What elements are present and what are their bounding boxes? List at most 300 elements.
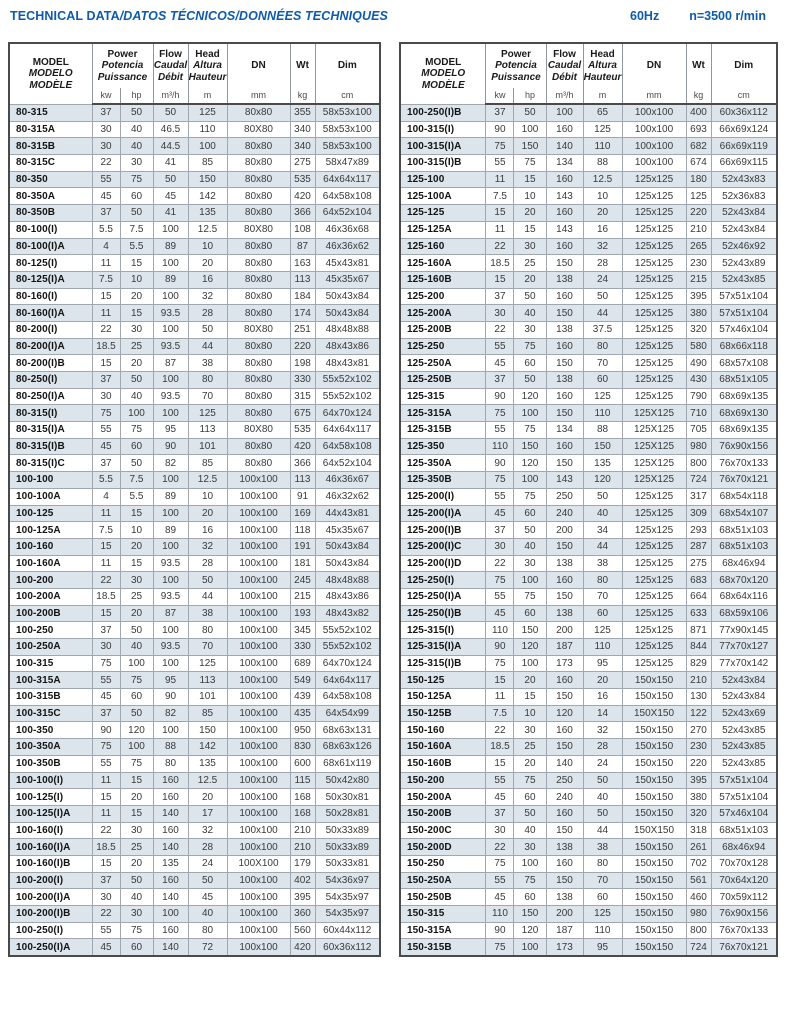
model-cell: 125-350A: [400, 455, 486, 472]
value-cell: 330: [290, 639, 315, 656]
value-cell: 125x125: [622, 188, 686, 205]
value-cell: 75: [120, 422, 153, 439]
table-row: [9, 188, 380, 205]
table-row: [9, 822, 380, 839]
value-cell: 89: [153, 271, 188, 288]
table-row: [9, 422, 380, 439]
unit-wt: kg: [686, 88, 711, 104]
value-cell: 40: [583, 505, 622, 522]
model-cell: 125-250(I)A: [400, 588, 486, 605]
value-cell: 80: [583, 338, 622, 355]
value-cell: 150: [188, 722, 227, 739]
value-cell: 37: [486, 372, 514, 389]
value-cell: 293: [686, 522, 711, 539]
table-row: [9, 355, 380, 372]
value-cell: 150: [583, 438, 622, 455]
value-cell: 160: [546, 438, 583, 455]
tables-container: [8, 42, 778, 957]
value-cell: 50: [514, 372, 546, 389]
value-cell: 46.5: [153, 121, 188, 138]
model-cell: 80-315A: [9, 121, 92, 138]
model-cell: 150-315A: [400, 922, 486, 939]
value-cell: 52x43x85: [711, 722, 777, 739]
value-cell: 40: [120, 121, 153, 138]
table-row: [9, 372, 380, 389]
value-cell: 113: [188, 672, 227, 689]
value-cell: 100: [514, 405, 546, 422]
table-row: [400, 855, 777, 872]
value-cell: 50: [120, 104, 153, 121]
table-row: [400, 555, 777, 572]
column-header-head: [583, 43, 622, 88]
value-cell: 180: [686, 171, 711, 188]
value-cell: 5.5: [92, 221, 120, 238]
value-cell: 181: [290, 555, 315, 572]
value-cell: 76x70x121: [711, 939, 777, 956]
value-cell: 420: [290, 939, 315, 956]
value-cell: 17: [188, 805, 227, 822]
model-cell: 125-350: [400, 438, 486, 455]
value-cell: 50: [514, 805, 546, 822]
head-label-en: Head: [590, 48, 615, 60]
model-cell: 100-250(I)A: [9, 939, 92, 956]
value-cell: 75: [92, 655, 120, 672]
value-cell: 549: [290, 672, 315, 689]
value-cell: 150x150: [622, 689, 686, 706]
value-cell: 100x100: [227, 605, 290, 622]
value-cell: 52x46x92: [711, 238, 777, 255]
unit-head: m: [583, 88, 622, 104]
value-cell: 950: [290, 722, 315, 739]
value-cell: 20: [514, 755, 546, 772]
table-row: [400, 372, 777, 389]
value-cell: 68x51x103: [711, 538, 777, 555]
table-row: [400, 271, 777, 288]
model-cell: 100-200A: [9, 588, 92, 605]
value-cell: 160: [546, 121, 583, 138]
column-header-model: [400, 43, 486, 104]
value-cell: 50: [120, 622, 153, 639]
value-cell: 110: [188, 121, 227, 138]
model-cell: 150-200D: [400, 839, 486, 856]
value-cell: 32: [583, 238, 622, 255]
model-cell: 125-200(I)B: [400, 522, 486, 539]
power-label-en: Power: [500, 48, 531, 60]
value-cell: 100x100: [227, 939, 290, 956]
table-row: [9, 855, 380, 872]
value-cell: 75: [120, 755, 153, 772]
value-cell: 22: [92, 822, 120, 839]
value-cell: 682: [686, 138, 711, 155]
value-cell: 60: [120, 939, 153, 956]
model-cell: 150-125A: [400, 689, 486, 706]
value-cell: 125X125: [622, 438, 686, 455]
value-cell: 138: [546, 271, 583, 288]
value-cell: 50x33x89: [315, 839, 380, 856]
value-cell: 187: [546, 639, 583, 656]
value-cell: 57x46x104: [711, 321, 777, 338]
model-cell: 125-250A: [400, 355, 486, 372]
value-cell: 45: [486, 889, 514, 906]
value-cell: 400: [686, 104, 711, 121]
flow-label-es: Caudal: [153, 60, 188, 72]
table-row: [9, 121, 380, 138]
value-cell: 120: [546, 705, 583, 722]
value-cell: 150: [546, 355, 583, 372]
value-cell: 7.5: [486, 705, 514, 722]
value-cell: 100x100: [622, 104, 686, 121]
value-cell: 80X80: [227, 422, 290, 439]
model-label-fr: MODÈLE: [29, 79, 73, 91]
value-cell: 55: [92, 672, 120, 689]
value-cell: 16: [188, 271, 227, 288]
value-cell: 215: [686, 271, 711, 288]
value-cell: 80: [583, 572, 622, 589]
value-cell: 15: [92, 789, 120, 806]
value-cell: 535: [290, 422, 315, 439]
value-cell: 140: [153, 805, 188, 822]
model-cell: 150-125: [400, 672, 486, 689]
table-row: [400, 655, 777, 672]
value-cell: 70: [188, 388, 227, 405]
model-cell: 80-315B: [9, 138, 92, 155]
value-cell: 100: [153, 255, 188, 272]
value-cell: 100: [153, 906, 188, 923]
table-row: [9, 522, 380, 539]
table-row: [400, 438, 777, 455]
value-cell: 30: [120, 572, 153, 589]
value-cell: 38: [188, 355, 227, 372]
value-cell: 120: [514, 388, 546, 405]
value-cell: 675: [290, 405, 315, 422]
value-cell: 12.5: [188, 472, 227, 489]
value-cell: 75: [514, 338, 546, 355]
value-cell: 32: [188, 538, 227, 555]
value-cell: 693: [686, 121, 711, 138]
table-row: [400, 922, 777, 939]
page-title-en: TECHNICAL DATA: [10, 9, 120, 23]
value-cell: 173: [546, 939, 583, 956]
model-cell: 80-350B: [9, 205, 92, 222]
model-cell: 100-100: [9, 472, 92, 489]
value-cell: 75: [514, 422, 546, 439]
value-cell: 50: [188, 572, 227, 589]
value-cell: 120: [514, 639, 546, 656]
value-cell: 7.5: [92, 522, 120, 539]
table-row: [9, 572, 380, 589]
value-cell: 88: [583, 422, 622, 439]
value-cell: 110: [583, 138, 622, 155]
model-cell: 150-250: [400, 855, 486, 872]
value-cell: 125: [583, 622, 622, 639]
value-cell: 150x150: [622, 906, 686, 923]
value-cell: 150X150: [622, 705, 686, 722]
value-cell: 10: [188, 488, 227, 505]
value-cell: 100x100: [227, 739, 290, 756]
model-cell: 100-125A: [9, 522, 92, 539]
value-cell: 125: [583, 906, 622, 923]
value-cell: 633: [686, 605, 711, 622]
table-row: [9, 321, 380, 338]
value-cell: 143: [546, 472, 583, 489]
value-cell: 100: [153, 405, 188, 422]
value-cell: 40: [120, 639, 153, 656]
value-cell: 30: [514, 238, 546, 255]
value-cell: 80X80: [227, 121, 290, 138]
value-cell: 100x100: [227, 622, 290, 639]
value-cell: 535: [290, 171, 315, 188]
value-cell: 270: [686, 722, 711, 739]
value-cell: 45: [92, 188, 120, 205]
value-cell: 135: [188, 755, 227, 772]
head-label-fr: Hauteur: [188, 71, 227, 83]
value-cell: 5.5: [120, 238, 153, 255]
value-cell: 52x43x84: [711, 672, 777, 689]
value-cell: 100x100: [227, 689, 290, 706]
value-cell: 100: [153, 572, 188, 589]
value-cell: 45x43x81: [315, 255, 380, 272]
frequency-block: [630, 9, 776, 23]
value-cell: 87: [153, 605, 188, 622]
table-row: [9, 104, 380, 121]
value-cell: 315: [290, 388, 315, 405]
value-cell: 60: [514, 605, 546, 622]
model-cell: 100-200B: [9, 605, 92, 622]
value-cell: 75: [486, 939, 514, 956]
value-cell: 125x125: [622, 488, 686, 505]
value-cell: 75: [486, 138, 514, 155]
value-cell: 980: [686, 906, 711, 923]
model-cell: 100-315(I)A: [400, 138, 486, 155]
value-cell: 125X125: [622, 455, 686, 472]
value-cell: 100: [120, 405, 153, 422]
model-cell: 80-315(I)C: [9, 455, 92, 472]
value-cell: 44x43x81: [315, 505, 380, 522]
value-cell: 80: [188, 922, 227, 939]
table-row: [9, 622, 380, 639]
table-row: [9, 288, 380, 305]
head-label-es: Altura: [193, 60, 222, 72]
value-cell: 150X150: [622, 822, 686, 839]
value-cell: 90: [486, 121, 514, 138]
value-cell: 710: [686, 405, 711, 422]
model-cell: 150-160: [400, 722, 486, 739]
value-cell: 100: [153, 472, 188, 489]
value-cell: 100: [546, 104, 583, 121]
value-cell: 80x80: [227, 238, 290, 255]
power-label-es: Potencia: [101, 60, 144, 72]
value-cell: 82: [153, 705, 188, 722]
value-cell: 125x125: [622, 372, 686, 389]
model-cell: 100-315(I): [400, 121, 486, 138]
page-header: [0, 0, 786, 23]
value-cell: 68x46x94: [711, 839, 777, 856]
table-row: [400, 104, 777, 121]
value-cell: 395: [686, 288, 711, 305]
value-cell: 317: [686, 488, 711, 505]
value-cell: 70x59x112: [711, 889, 777, 906]
value-cell: 150x150: [622, 872, 686, 889]
value-cell: 340: [290, 121, 315, 138]
model-cell: 100-125: [9, 505, 92, 522]
value-cell: 790: [686, 388, 711, 405]
value-cell: 20: [188, 789, 227, 806]
value-cell: 45: [486, 355, 514, 372]
value-cell: 52x36x83: [711, 188, 777, 205]
value-cell: 980: [686, 438, 711, 455]
value-cell: 702: [686, 855, 711, 872]
value-cell: 46x32x62: [315, 488, 380, 505]
value-cell: 52x43x85: [711, 755, 777, 772]
table-row: [400, 138, 777, 155]
value-cell: 11: [92, 305, 120, 322]
value-cell: 75: [514, 488, 546, 505]
value-cell: 100x100: [227, 588, 290, 605]
model-label-en: MODEL: [425, 56, 462, 68]
value-cell: 22: [92, 906, 120, 923]
value-cell: 90: [92, 722, 120, 739]
value-cell: 68x61x119: [315, 755, 380, 772]
value-cell: 11: [92, 255, 120, 272]
value-cell: 50: [120, 705, 153, 722]
value-cell: 689: [290, 655, 315, 672]
value-cell: 240: [546, 505, 583, 522]
table-row: [400, 605, 777, 622]
model-cell: 125-250B: [400, 372, 486, 389]
table-row: [9, 772, 380, 789]
value-cell: 7.5: [120, 221, 153, 238]
value-cell: 16: [583, 221, 622, 238]
value-cell: 30: [486, 305, 514, 322]
value-cell: 11: [486, 171, 514, 188]
value-cell: 150x150: [622, 939, 686, 956]
head-label-en: Head: [195, 48, 220, 60]
value-cell: 439: [290, 689, 315, 706]
value-cell: 160: [546, 338, 583, 355]
value-cell: 34: [583, 522, 622, 539]
value-cell: 64x58x108: [315, 438, 380, 455]
value-cell: 20: [120, 288, 153, 305]
value-cell: 52x43x85: [711, 271, 777, 288]
value-cell: 174: [290, 305, 315, 322]
value-cell: 150x150: [622, 922, 686, 939]
model-cell: 100-200: [9, 572, 92, 589]
model-cell: 150-250B: [400, 889, 486, 906]
value-cell: 168: [290, 789, 315, 806]
value-cell: 15: [120, 305, 153, 322]
value-cell: 68x69x135: [711, 422, 777, 439]
value-cell: 135: [583, 455, 622, 472]
table-row: [400, 639, 777, 656]
value-cell: 66x69x115: [711, 155, 777, 172]
value-cell: 100x100: [227, 672, 290, 689]
value-cell: 724: [686, 939, 711, 956]
value-cell: 80x80: [227, 188, 290, 205]
value-cell: 101: [188, 689, 227, 706]
value-cell: 75: [486, 855, 514, 872]
model-cell: 80-160(I): [9, 288, 92, 305]
value-cell: 12.5: [188, 221, 227, 238]
value-cell: 11: [486, 689, 514, 706]
value-cell: 68x63x131: [315, 722, 380, 739]
value-cell: 220: [686, 205, 711, 222]
value-cell: 100: [514, 855, 546, 872]
value-cell: 240: [546, 789, 583, 806]
value-cell: 50: [120, 205, 153, 222]
value-cell: 113: [188, 422, 227, 439]
value-cell: 95: [153, 422, 188, 439]
value-cell: 80x80: [227, 104, 290, 121]
value-cell: 366: [290, 205, 315, 222]
value-cell: 10: [120, 271, 153, 288]
model-cell: 125-250(I): [400, 572, 486, 589]
model-cell: 100-350: [9, 722, 92, 739]
value-cell: 76x90x156: [711, 906, 777, 923]
value-cell: 25: [120, 338, 153, 355]
value-cell: 15: [92, 855, 120, 872]
model-cell: 100-250(I): [9, 922, 92, 939]
unit-dim: cm: [315, 88, 380, 104]
value-cell: 50x33x81: [315, 855, 380, 872]
value-cell: 54x35x97: [315, 889, 380, 906]
value-cell: 150: [514, 438, 546, 455]
flow-label-fr: Débit: [552, 71, 577, 83]
table-row: [9, 872, 380, 889]
table-row: [400, 906, 777, 923]
value-cell: 360: [290, 906, 315, 923]
table-row: [400, 155, 777, 172]
value-cell: 138: [546, 555, 583, 572]
value-cell: 48x48x88: [315, 321, 380, 338]
model-cell: 100-100(I): [9, 772, 92, 789]
value-cell: 191: [290, 538, 315, 555]
value-cell: 50x42x80: [315, 772, 380, 789]
column-header-dn: DN: [622, 43, 686, 88]
value-cell: 10: [514, 188, 546, 205]
value-cell: 24: [583, 271, 622, 288]
value-cell: 150: [546, 689, 583, 706]
table-row: [400, 522, 777, 539]
value-cell: 140: [546, 138, 583, 155]
model-cell: 80-350A: [9, 188, 92, 205]
value-cell: 80: [188, 622, 227, 639]
value-cell: 80x80: [227, 355, 290, 372]
value-cell: 68x63x126: [315, 739, 380, 756]
value-cell: 198: [290, 355, 315, 372]
value-cell: 80: [188, 372, 227, 389]
value-cell: 7.5: [120, 472, 153, 489]
value-cell: 15: [514, 221, 546, 238]
value-cell: 705: [686, 422, 711, 439]
model-cell: 150-200: [400, 772, 486, 789]
model-cell: 125-350B: [400, 472, 486, 489]
table-row: [400, 422, 777, 439]
model-label-es: MODELO: [421, 68, 466, 79]
value-cell: 150: [546, 405, 583, 422]
value-cell: 108: [290, 221, 315, 238]
value-cell: 80x80: [227, 255, 290, 272]
value-cell: 75: [486, 472, 514, 489]
value-cell: 70x64x120: [711, 872, 777, 889]
value-cell: 7.5: [92, 271, 120, 288]
table-row: [400, 772, 777, 789]
table-row: [400, 221, 777, 238]
value-cell: 80x80: [227, 205, 290, 222]
value-cell: 68x57x108: [711, 355, 777, 372]
table-row: [400, 355, 777, 372]
column-header-dn: DN: [227, 43, 290, 88]
value-cell: 150x150: [622, 839, 686, 856]
